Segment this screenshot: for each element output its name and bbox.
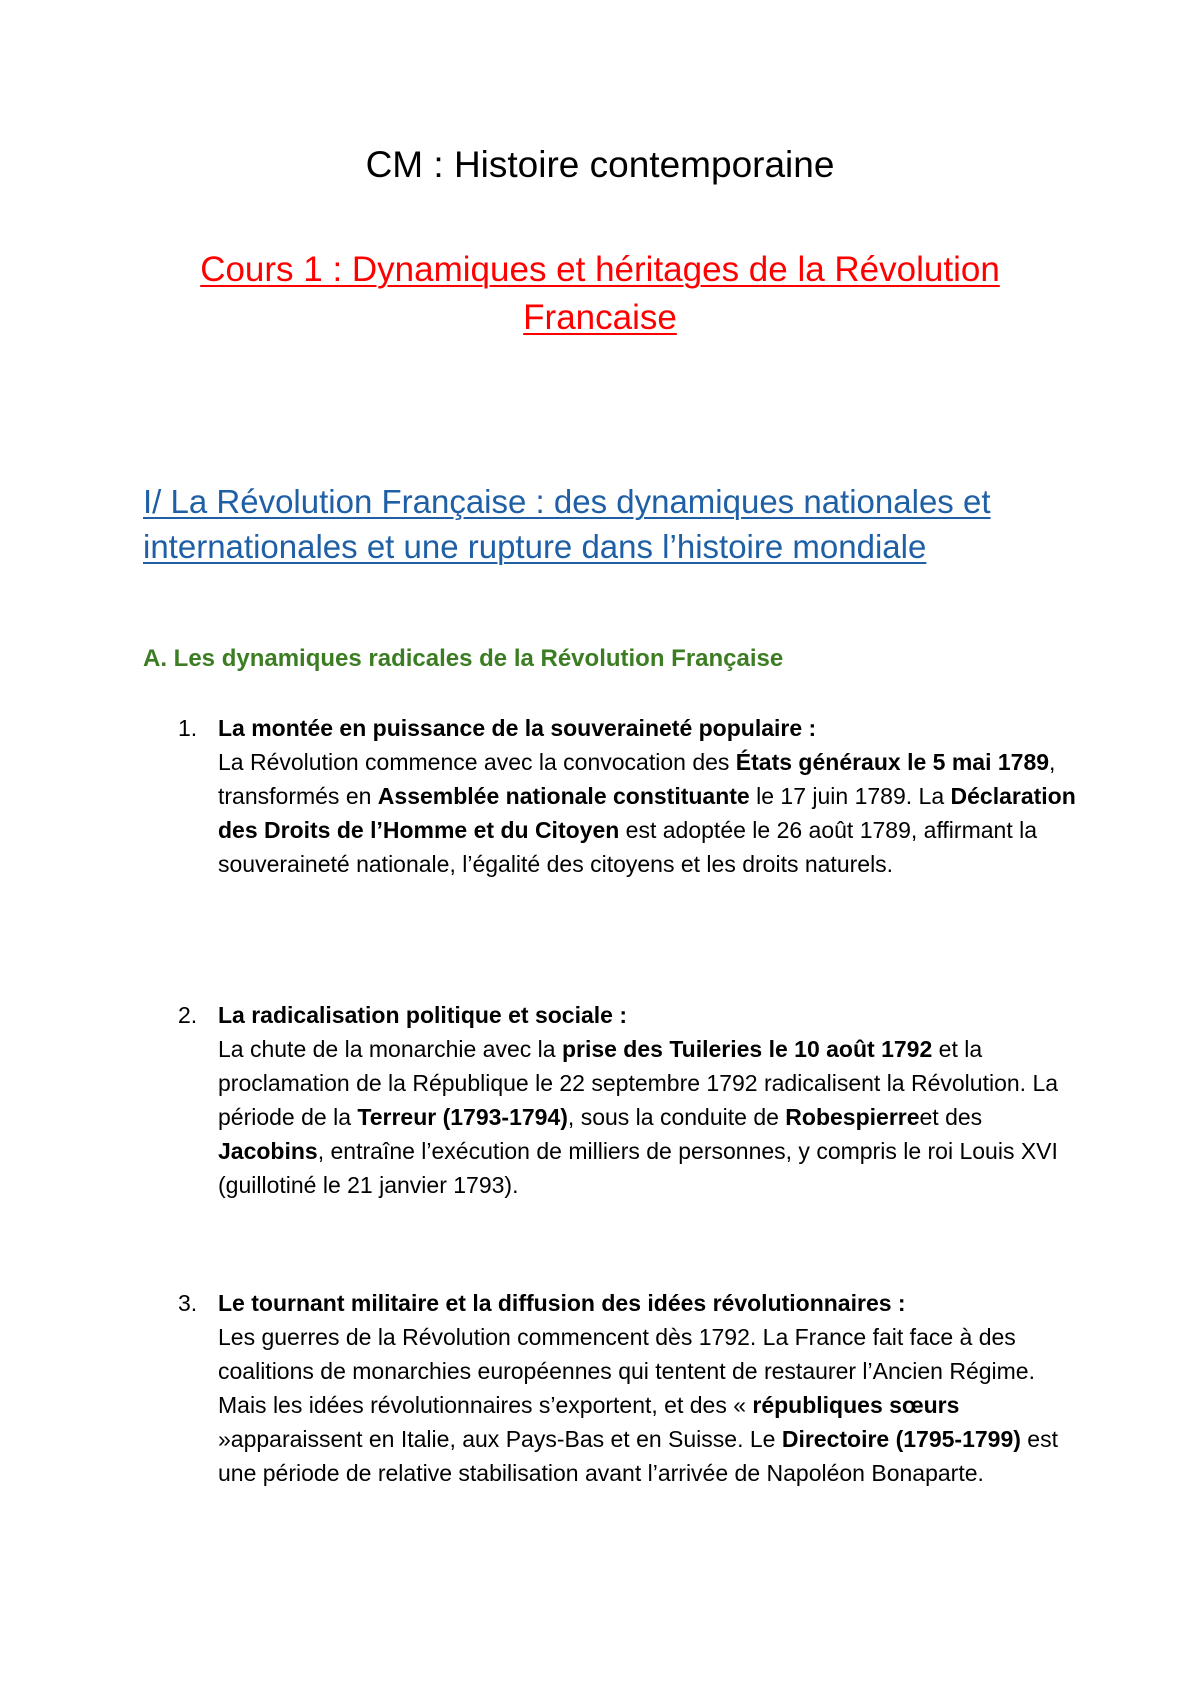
list-item-number: 1.: [178, 715, 198, 741]
list-item-heading: La radicalisation politique et sociale :: [218, 1002, 627, 1028]
paragraph-text: et la proclamation de la République le 22 septembre 1792 radicalisent la Révolution. La période de la: [218, 1036, 1059, 1130]
list-item-body: [218, 1286, 1078, 1490]
paragraph-text: , transformés en: [218, 749, 1056, 809]
section-title: I/ La Révolution Française : des dynamiques nationales et internationales et une rupture dans l’histoire mondiale: [143, 483, 991, 565]
emphasis-text: Jacobins: [218, 1138, 318, 1164]
emphasis-text: Assemblée nationale constituante: [377, 783, 750, 809]
emphasis-text: États généraux le 5 mai 1789: [735, 749, 1050, 775]
course-title: Cours 1 : Dynamiques et héritages de la Révolution Francaise: [200, 250, 1000, 337]
emphasis-text: prise des Tuileries le 10 août 1792: [561, 1036, 933, 1062]
paragraph-text: est adoptée le 26 août 1789, affirmant la souveraineté nationale, l’égalité des citoyens et les droits naturels.: [218, 817, 1038, 877]
paragraph-text: , entraîne l’exécution de milliers de personnes, y compris le roi Louis XVI (guillotiné le 21 janvier 1793).: [218, 1138, 1058, 1198]
list-item-number: 2.: [178, 1002, 198, 1028]
paragraph-text: est une période de relative stabilisation avant l’arrivée de Napoléon Bonaparte.: [218, 1426, 1058, 1486]
paragraph-text: »apparaissent en Italie, aux Pays-Bas et en Suisse. Le: [218, 1426, 782, 1452]
list-item-number: 3.: [178, 1290, 198, 1316]
paragraph-text: La Révolution commence avec la convocation des: [218, 749, 736, 775]
paragraph-text: le 17 juin 1789. La: [749, 783, 951, 809]
list-item-body: [218, 998, 1078, 1202]
emphasis-text: Terreur (1793-1794): [357, 1104, 568, 1130]
paragraph-text: Les guerres de la Révolution commencent dès 1792. La France fait face à des coalitions de monarchies européennes qui tentent de restaurer l’Ancien Régime. Mais les idées révolutionnaires s’exportent, et des «: [218, 1324, 1035, 1418]
paragraph-text: La chute de la monarchie avec la: [218, 1036, 562, 1062]
list-item-heading: La montée en puissance de la souveraineté populaire :: [218, 715, 817, 741]
list-item-heading: Le tournant militaire et la diffusion des idées révolutionnaires :: [218, 1290, 906, 1316]
paragraph-text: , sous la conduite de: [567, 1104, 786, 1130]
list-item-body: [218, 711, 1078, 881]
document-title: CM : Histoire contemporaine: [365, 144, 835, 185]
subsection-title: A. Les dynamiques radicales de la Révolution Française: [143, 645, 784, 672]
emphasis-text: Déclaration des Droits de l’Homme et du Citoyen: [218, 783, 1076, 843]
emphasis-text: Robespierre: [785, 1104, 920, 1130]
emphasis-text: républiques sœurs: [752, 1392, 960, 1418]
emphasis-text: Directoire (1795-1799): [781, 1426, 1021, 1452]
paragraph-text: et des: [919, 1104, 983, 1130]
